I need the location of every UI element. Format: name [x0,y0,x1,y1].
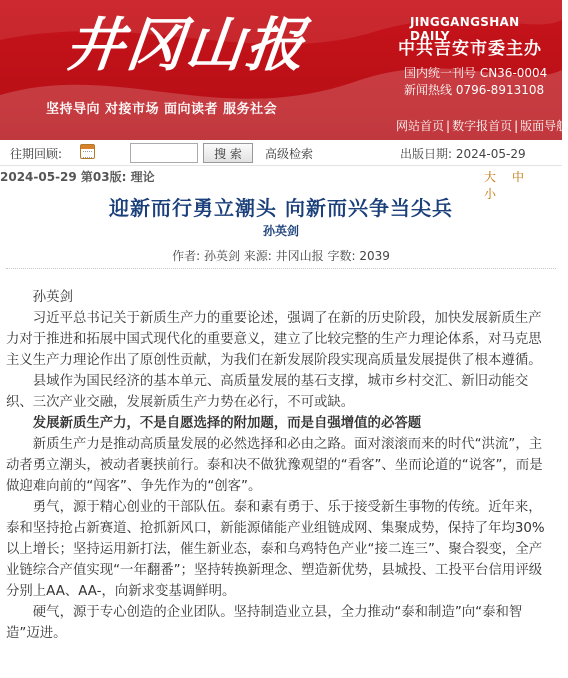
edition-info: 2024-05-29 第03版: 理论 [0,170,155,184]
nav-separator: | [514,119,519,133]
advanced-search-link[interactable]: 高级检索 [265,147,314,161]
newspaper-english-name: JINGGANGSHAN DAILY [410,15,520,43]
article-author: 孙英剑 [262,224,299,238]
masthead [0,0,568,140]
font-size-small[interactable]: 小 [484,187,497,201]
publication-date: 出版日期: 2024-05-29 [400,147,526,161]
past-issues-label: 往期回顾: [10,147,63,161]
masthead-slogan: 坚持导向 对接市场 面向读者 服务社会 [46,102,278,117]
font-size-medium[interactable]: 中 [512,170,525,184]
nav-separator: | [446,119,451,133]
news-hotline: 新闻热线 0796-8913108 [404,83,545,97]
article-meta: 作者: 孙英剑 来源: 井冈山报 字数: 2039 [172,249,390,263]
header-divider [6,268,556,269]
article-byline: 孙英剑 [32,290,73,305]
article-paragraph: 硬气，源于专心创造的企业团队。坚持制造业立县，全力推动“泰和制造”向“泰和智造”迈进。 [6,605,523,641]
article-paragraph: 新质生产力是推动高质量发展的必然选择和必由之路。面对滚滚而来的时代“洪流”，主动者勇立潮头，被动者裹挟前行。泰和决不做犹豫观望的“看客”、坐而论道的“说客”，而是做迎难向前的“闯客”、争先作为的“创客”。 [6,437,543,494]
section-heading: 发展新质生产力，不是自愿选择的附加题，而是自强增值的必答题 [32,416,422,431]
nav-site-home[interactable]: 网站首页 [396,119,445,133]
article-paragraph: 勇气，源于精心创业的干部队伍。泰和素有勇于、乐于接受新生事物的传统。近年来，泰和坚持抢占新赛道、抢抓新风口，新能源储能产业组链成网、集聚成势，保持了年均30%以上增长；坚持运用新打法，催生新业态，泰和乌鸡特色产业“接二连三”、聚合裂变，全产业链综合产值实现“一年翻番”；坚持转换新理念、塑造新优势，县城投、工投平台信用评级分别上AA、AA-，向新求变基调鲜明。 [6,500,545,599]
search-button[interactable]: 搜 索 [203,143,253,163]
search-input[interactable] [130,143,198,163]
article-paragraph: 县域作为国民经济的基本单元、高质量发展的基石支撑，城市乡村交汇、新旧动能交织、三次产业交融，发展新质生产力势在必行，不可或缺。 [6,374,529,410]
font-size-large[interactable]: 大 [484,170,497,184]
article-paragraph: 习近平总书记关于新质生产力的重要论述，强调了在新的历史阶段，加快发展新质生产力对于推进和拓展中国式现代化的重要意义，建立了比较完整的生产力理论体系，对马克思主义生产力理论作出了原创性贡献，为我们在新发展阶段实现高质量发展提供了根本遵循。 [6,311,542,368]
newspaper-logo[interactable]: 井冈山报 [62,11,310,79]
article-body [6,287,552,644]
top-navigation [396,117,568,134]
sponsor-text: 中共吉安市委主办 [398,39,542,59]
publication-code: 国内统一刊号 CN36-0004 [404,66,548,80]
toolbar [0,140,562,166]
nav-digital-home[interactable]: 数字报首页 [452,119,513,133]
article-title: 迎新而行勇立潮头 向新而兴争当尖兵 [109,196,453,220]
nav-page-navigation[interactable]: 版面导航 [520,119,568,133]
calendar-icon[interactable] [80,144,95,159]
